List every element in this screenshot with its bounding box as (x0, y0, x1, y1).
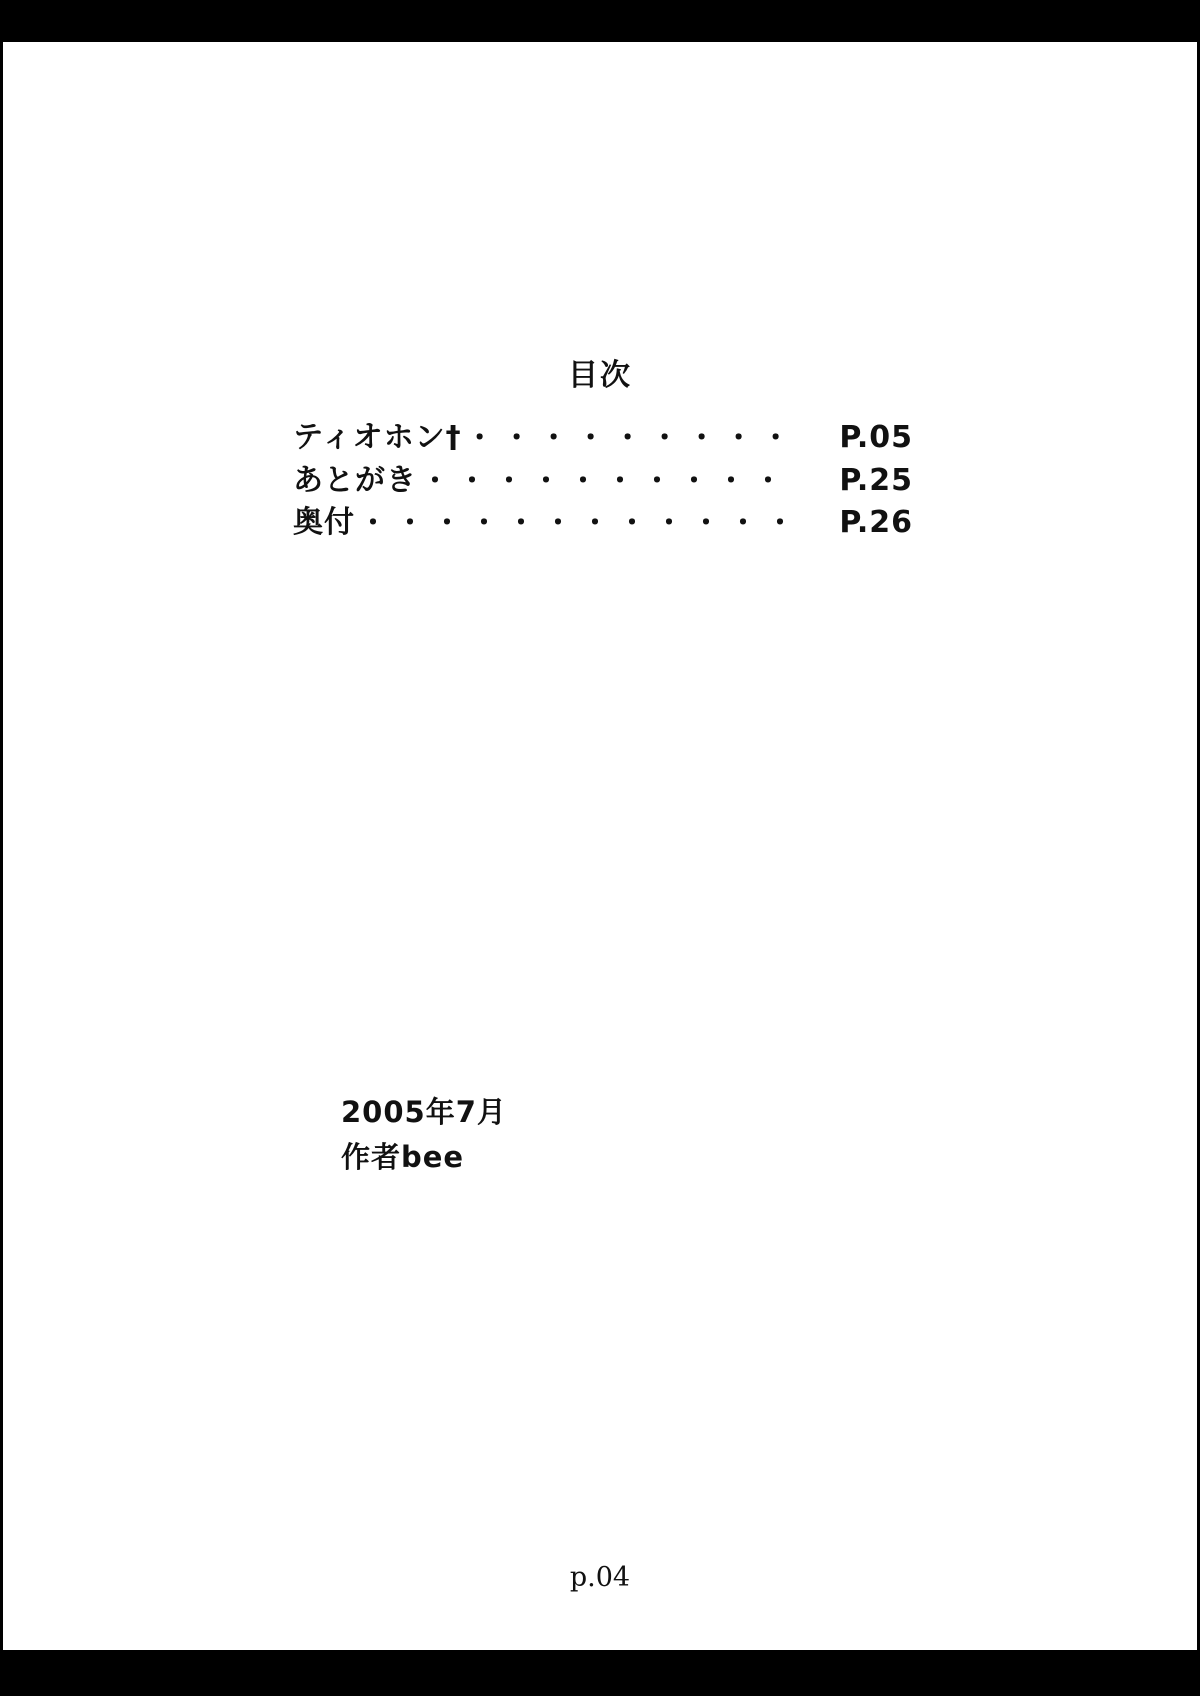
toc-leader-dots: ・・・・・・・・・・ (421, 463, 792, 497)
page-sheet (3, 42, 1197, 1650)
list-item[interactable] (293, 417, 913, 460)
toc-list (293, 417, 913, 545)
toc-entry-page: P.26 (839, 505, 913, 541)
toc-leader-dots: ・・・・・・・・・・・・ (359, 506, 804, 540)
toc-entry-label: 奥付 (293, 505, 355, 541)
signature-block (341, 1090, 507, 1180)
signature-date: 2005年7月 (341, 1095, 507, 1129)
list-item[interactable] (293, 460, 913, 503)
toc-entry-page: P.25 (839, 462, 913, 498)
toc-entry-page: P.05 (839, 420, 913, 455)
list-item[interactable] (293, 502, 913, 545)
toc-entry-label: あとがき (293, 462, 417, 498)
page-number: p.04 (569, 1562, 631, 1593)
page-title: 目次 (568, 358, 632, 393)
toc-entry-label: ティオホン† (293, 420, 462, 455)
toc-leader-dots: ・・・・・・・・・ (465, 421, 799, 454)
signature-author: 作者bee (341, 1139, 465, 1174)
